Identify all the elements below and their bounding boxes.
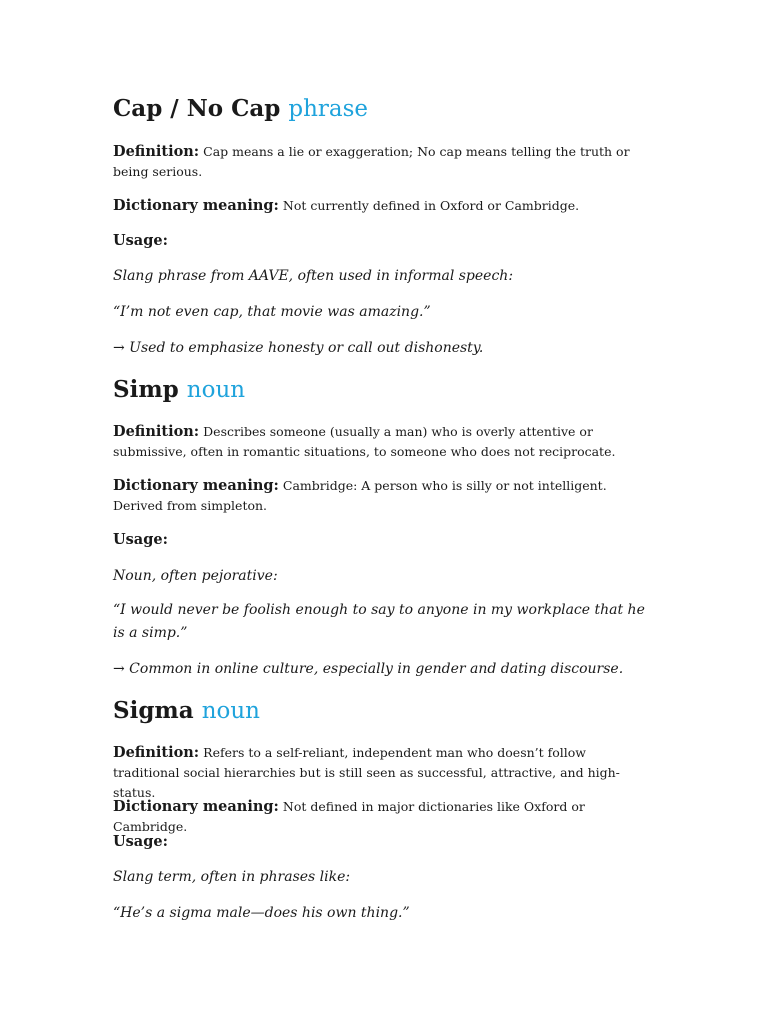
term-heading (113, 699, 260, 723)
dictionary-meaning (113, 196, 653, 216)
dictionary-extra: Derived from simpleton. (113, 498, 268, 513)
term-heading (113, 97, 368, 121)
dictionary-text: Not defined in major dictionaries like Oxford or Cambridge. (113, 799, 585, 834)
usage-example: “I’m not even cap, that movie was amazing.” (113, 304, 431, 320)
usage-label: Usage: (113, 531, 168, 548)
part-of-speech: noun (201, 698, 260, 724)
usage-intro: Slang term, often in phrases like: (113, 869, 351, 885)
term-heading (113, 378, 245, 402)
usage-example: “He’s a sigma male—does his own thing.” (113, 905, 410, 921)
usage-note: → Common in online culture, especially in gender and dating discourse. (113, 661, 624, 677)
definition-text: Describes someone (usually a man) who is overly attentive or submissive, often in romantic situations, to someone who does not reciprocate. (113, 424, 616, 459)
part-of-speech: noun (186, 377, 246, 403)
dictionary-text: Not currently defined in Oxford or Cambridge. (282, 198, 580, 213)
part-of-speech: phrase (288, 96, 369, 122)
usage-example: “I would never be foolish enough to say to anyone in my workplace that he is a simp.” (113, 602, 645, 641)
definition-label: Definition: (113, 423, 200, 440)
dictionary-label: Dictionary meaning: (113, 197, 279, 214)
term-word: Sigma (113, 697, 194, 724)
usage-label: Usage: (113, 232, 168, 249)
usage-intro: Noun, often pejorative: (113, 568, 278, 584)
dictionary-label: Dictionary meaning: (113, 798, 279, 815)
definition-label: Definition: (113, 744, 200, 761)
dictionary-label: Dictionary meaning: (113, 477, 279, 494)
term-word: Cap / No Cap (113, 95, 281, 122)
definition-text: Cap means a lie or exaggeration; No cap means telling the truth or being serious. (113, 144, 630, 179)
usage-intro: Slang phrase from AAVE, often used in informal speech: (113, 268, 514, 284)
usage-label: Usage: (113, 833, 168, 850)
dictionary-meaning (113, 797, 653, 837)
definition (113, 422, 653, 462)
definition-label: Definition: (113, 143, 200, 160)
definition (113, 743, 653, 803)
dictionary-meaning (113, 476, 653, 516)
dictionary-text: Cambridge: A person who is silly or not intelligent. (282, 478, 607, 493)
definition (113, 142, 653, 182)
term-word: Simp (113, 376, 179, 403)
definition-text: Refers to a self-reliant, independent man who doesn’t follow traditional social hierarchies but is still seen as successful, attractive, and high-status. (113, 745, 620, 800)
usage-note: → Used to emphasize honesty or call out dishonesty. (113, 340, 484, 356)
